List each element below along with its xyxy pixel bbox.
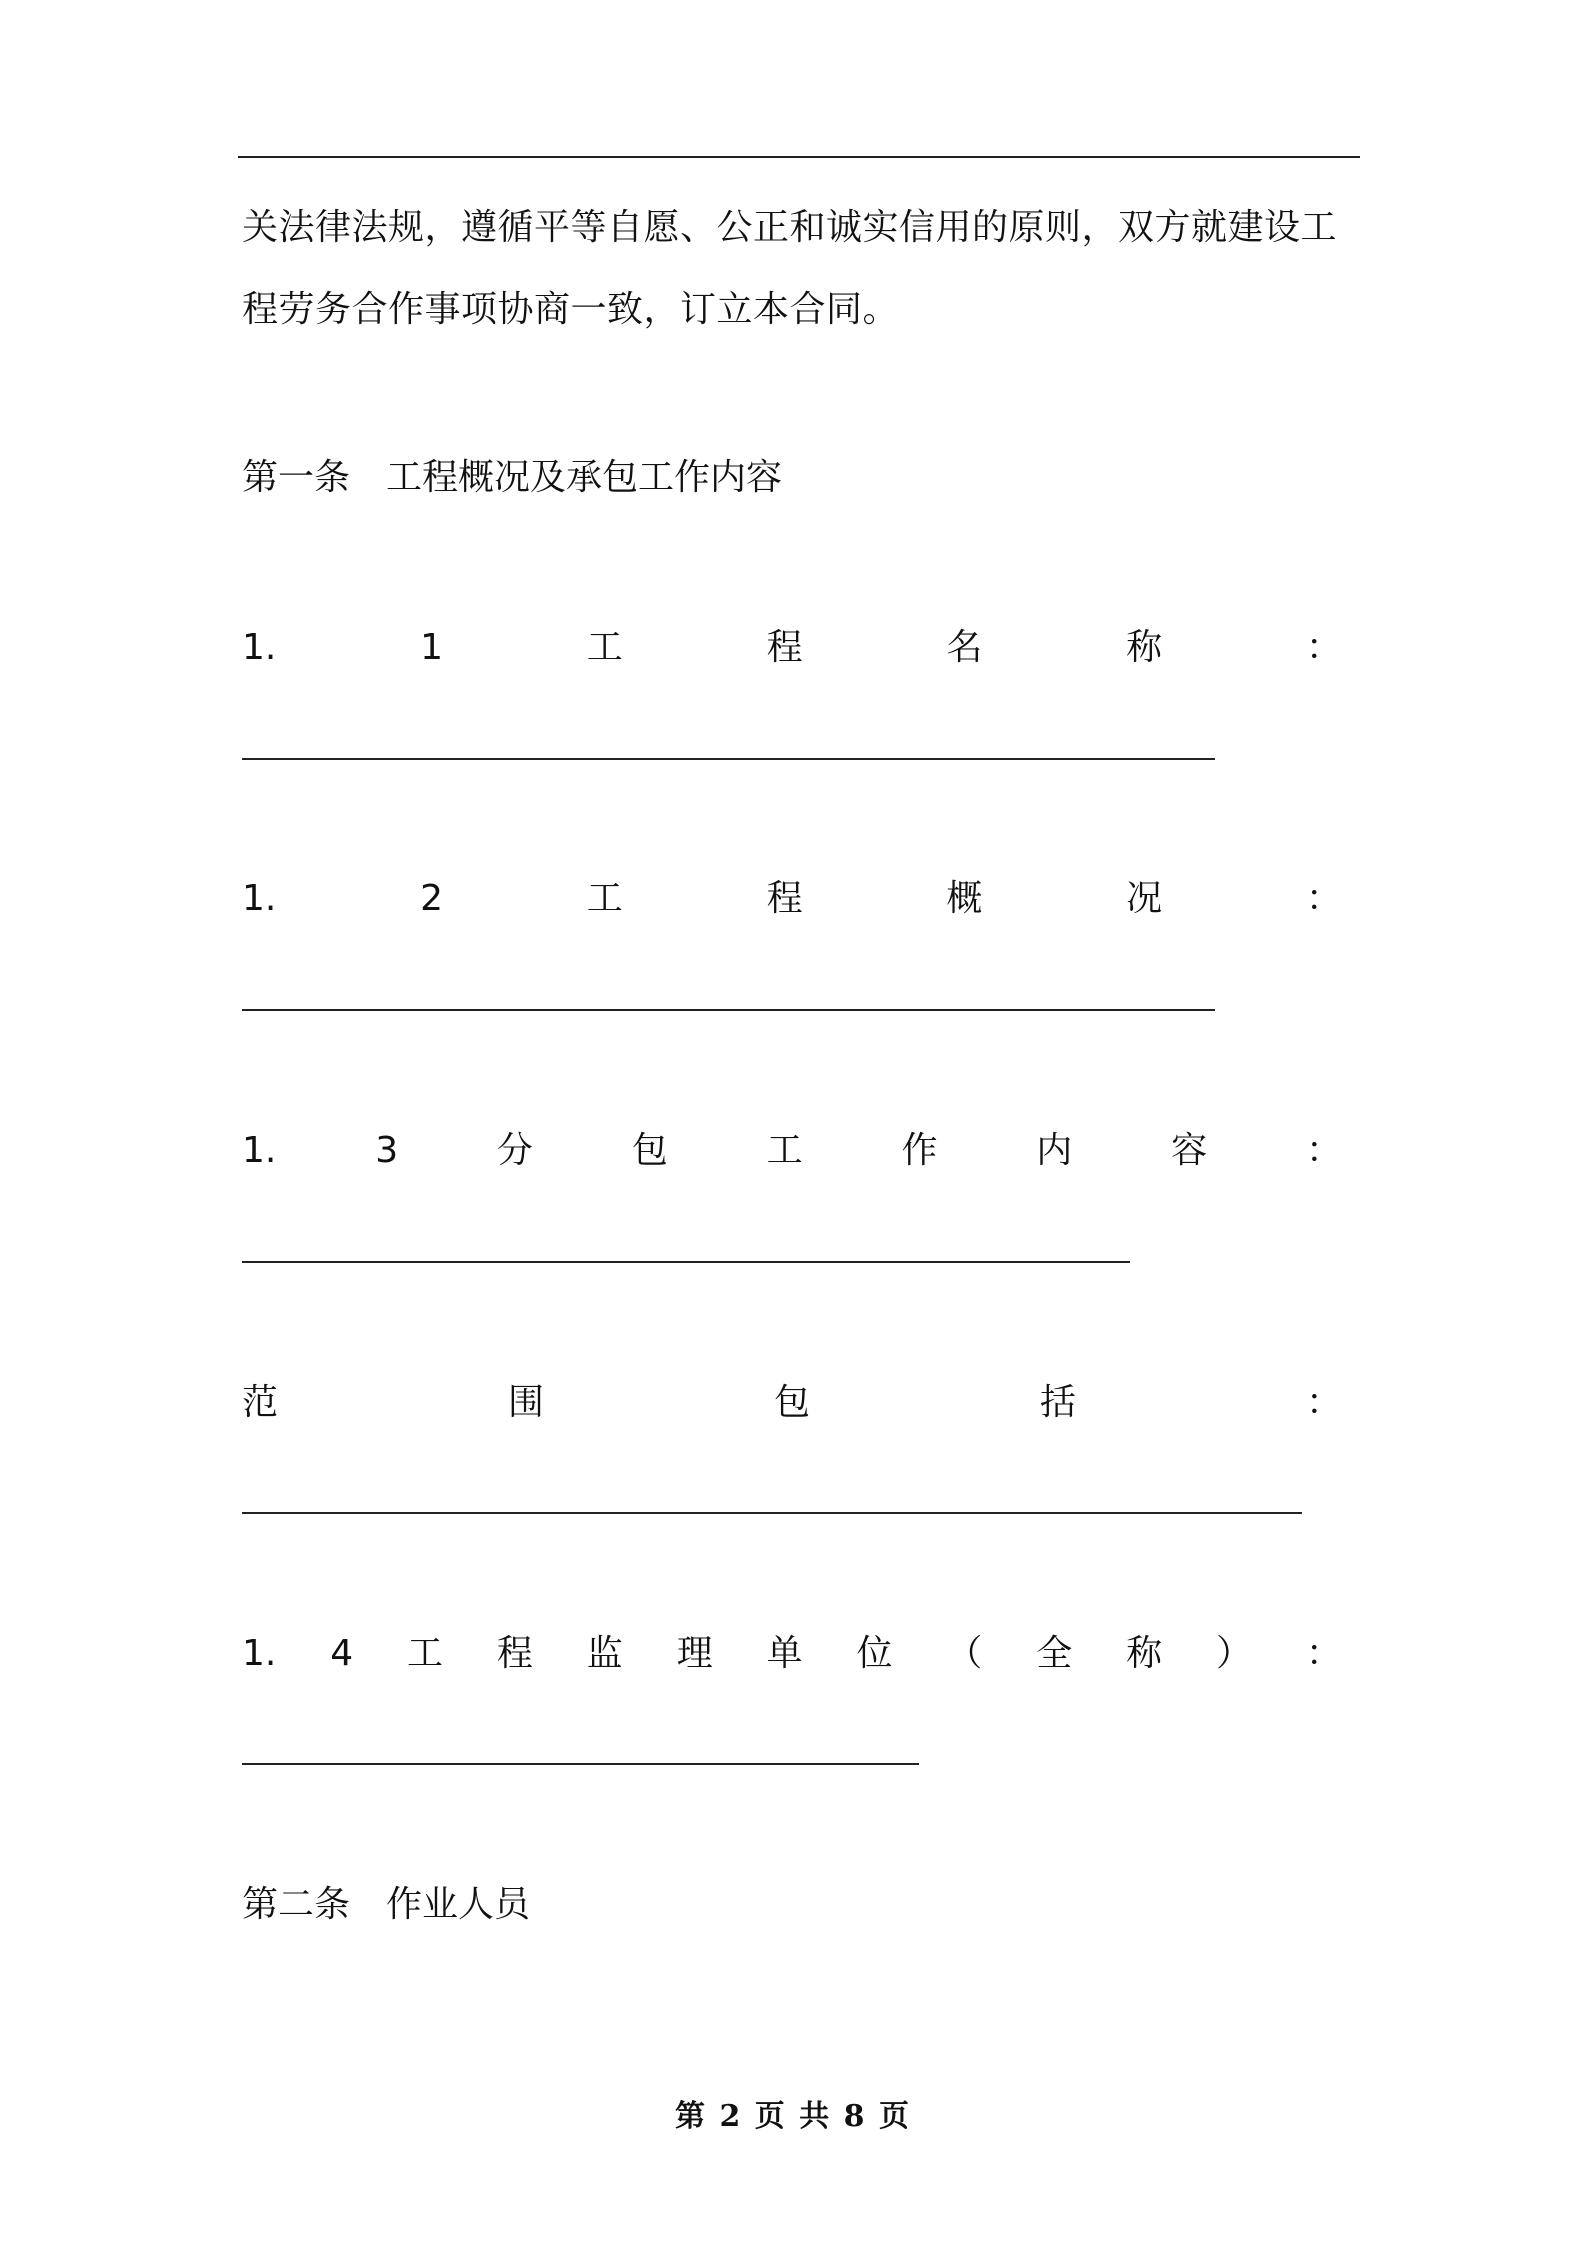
label-char: ：	[1305, 1633, 1342, 1674]
label-char: 工	[586, 627, 623, 668]
label-char: 概	[946, 878, 983, 919]
label-char: ：	[1305, 1382, 1342, 1423]
label-char: 内	[1036, 1130, 1073, 1171]
label-char: 范	[242, 1382, 279, 1423]
page-number-footer: 第 2 页 共 8 页	[675, 2099, 911, 2134]
label-char: 名	[946, 627, 983, 668]
label-char: ：	[1305, 878, 1342, 919]
item-1-4-label	[242, 1632, 1342, 1676]
label-char: 3	[375, 1130, 399, 1171]
label-char: 称	[1126, 627, 1163, 668]
label-char: 监	[586, 1633, 623, 1674]
label-char: 工	[766, 1130, 803, 1171]
label-char: 1.	[242, 1130, 277, 1171]
label-char: 工	[407, 1633, 444, 1674]
label-char: 况	[1126, 878, 1163, 919]
label-char: 1.	[242, 1633, 277, 1674]
label-char: 程	[766, 627, 803, 668]
fill-in-blank-subcontract-work[interactable]	[242, 1261, 1130, 1263]
article-1-heading: 第一条 工程概况及承包工作内容	[242, 457, 783, 498]
fill-in-blank-scope[interactable]	[242, 1512, 1302, 1514]
header-rule	[238, 156, 1360, 158]
scope-label	[242, 1381, 1342, 1425]
label-char: 称	[1126, 1633, 1163, 1674]
intro-line-1: 关法律法规，遵循平等自愿、公正和诚实信用的原则，双方就建设工	[242, 207, 1338, 248]
label-char: 容	[1171, 1130, 1208, 1171]
label-char: 分	[496, 1130, 533, 1171]
fill-in-blank-project-overview[interactable]	[242, 1009, 1215, 1011]
label-char: （	[946, 1633, 983, 1674]
label-char: ）	[1216, 1633, 1253, 1674]
label-char: 作	[901, 1130, 938, 1171]
label-char: 1	[420, 627, 444, 668]
label-char: 包	[631, 1130, 668, 1171]
label-char: 单	[766, 1633, 803, 1674]
fill-in-blank-supervisor[interactable]	[242, 1763, 919, 1765]
label-char: 4	[330, 1633, 354, 1674]
item-1-3-label	[242, 1129, 1342, 1173]
label-char: ：	[1305, 627, 1342, 668]
label-char: 全	[1036, 1633, 1073, 1674]
item-1-2-label	[242, 877, 1342, 921]
label-char: ：	[1305, 1130, 1342, 1171]
label-char: 包	[773, 1382, 810, 1423]
fill-in-blank-project-name[interactable]	[242, 758, 1215, 760]
item-1-1-label	[242, 626, 1342, 670]
label-char: 程	[496, 1633, 533, 1674]
intro-line-2: 程劳务合作事项协商一致，订立本合同。	[242, 289, 900, 330]
label-char: 程	[766, 878, 803, 919]
label-char: 1.	[242, 627, 277, 668]
label-char: 围	[507, 1382, 544, 1423]
label-char: 理	[676, 1633, 713, 1674]
label-char: 工	[586, 878, 623, 919]
label-char: 2	[420, 878, 444, 919]
label-char: 括	[1039, 1382, 1076, 1423]
label-char: 1.	[242, 878, 277, 919]
article-2-heading: 第二条 作业人员	[242, 1884, 531, 1925]
label-char: 位	[856, 1633, 893, 1674]
